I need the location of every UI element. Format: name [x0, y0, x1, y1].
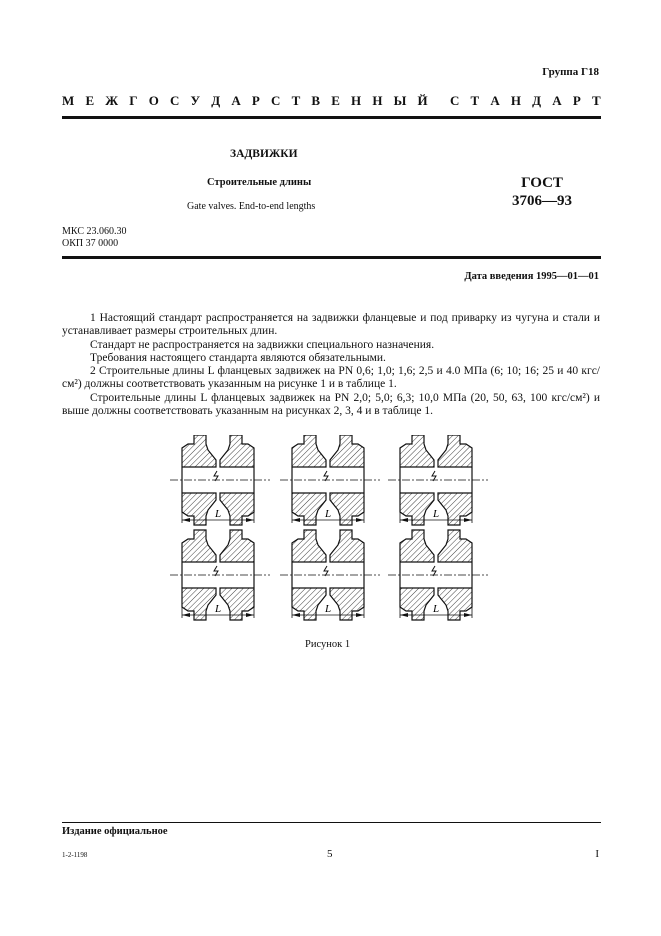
banner-letter: Е [331, 93, 340, 108]
banner-letter: Т [591, 93, 601, 108]
print-code: 1-2-1198 [62, 851, 88, 859]
paragraph: Требования настоящего стандарта являются обязательными. [90, 351, 386, 364]
banner-letter: С [170, 93, 180, 108]
dimension-label: L [325, 603, 332, 615]
banner-letter: С [449, 93, 460, 108]
gost-number [512, 174, 572, 210]
paragraph: 2 Строительные длины L фланцевых задвижек на PN 0,6; 1,0; 1,6; 2,5 и 4.0 МПа (6; 10; 16; 25 и 40 кгс/см²) должны соответствовать указанным на рисунке 1 и в таблице 1. [62, 365, 600, 391]
banner-letter: Г [129, 93, 138, 108]
roman-numeral: I [595, 848, 599, 860]
banner-letter: У [190, 93, 201, 108]
figure-1-drawing [170, 435, 490, 630]
banner-letter: Р [251, 93, 260, 108]
banner-letter: Й [417, 93, 428, 108]
banner-letter: Н [372, 93, 383, 108]
group-label: Группа Г18 [542, 66, 599, 78]
banner-letter: Д [211, 93, 221, 108]
banner-letter: О [148, 93, 159, 108]
banner-letter: Т [291, 93, 301, 108]
flange-valve-sketch [170, 530, 270, 620]
dimension-label: L [215, 603, 222, 615]
banner-letter: С [271, 93, 281, 108]
mks-code: МКС 23.060.30 [62, 226, 127, 237]
figure-caption: Рисунок 1 [305, 639, 351, 650]
interstate-standard-banner [62, 93, 601, 109]
header-rule [62, 116, 601, 119]
paragraph: Строительные длины L фланцевых задвижек на PN 2,0; 5,0; 6,3; 10,0 МПа (20, 50, 63, 100 кгс/см²) и выше должны соответствовать указанным на рисунках 2, 3, 4 и в таблице 1. [62, 391, 600, 418]
flange-valve-sketch [388, 435, 488, 525]
gost-code: 3706—93 [512, 193, 572, 209]
document-subtitle: Строительные длины [207, 177, 312, 188]
dimension-label: L [215, 508, 222, 520]
page-number: 5 [327, 848, 333, 860]
body-text [62, 312, 600, 418]
dimension-label: L [433, 603, 440, 615]
banner-letter: Ы [393, 93, 407, 108]
paragraph: Стандарт не распространяется на задвижки специального назначения. [90, 338, 435, 351]
banner-letter: Ж [105, 93, 119, 108]
banner-letter: А [231, 93, 241, 108]
banner-letter: Е [85, 93, 95, 108]
dimension-label: L [325, 508, 332, 520]
banner-letter: Р [572, 93, 581, 108]
classification-codes [62, 226, 126, 250]
banner-letter: А [552, 93, 562, 108]
banner-letter: Т [470, 93, 480, 108]
banner-letter: Н [510, 93, 522, 108]
gost-label: ГОСТ [521, 175, 563, 191]
title-rule [62, 256, 601, 259]
edition-label: Издание официальное [62, 826, 168, 837]
flange-valve-sketch [170, 435, 270, 525]
flange-valve-sketch [388, 530, 488, 620]
banner-letter: Д [532, 93, 542, 108]
banner-letter: М [62, 93, 75, 108]
flange-valve-sketch [280, 435, 380, 525]
banner-letter: Н [351, 93, 362, 108]
paragraph: 1 Настоящий стандарт распространяется на задвижки фланцевые и под приварку из чугуна и стали и устанавливает размеры строительных длин. [62, 312, 600, 338]
okp-code: ОКП 37 0000 [62, 238, 119, 249]
flange-valve-sketch [280, 530, 380, 620]
footer-rule [62, 822, 601, 823]
document-title: ЗАДВИЖКИ [230, 148, 298, 160]
effective-date: Дата введения 1995—01—01 [464, 271, 599, 282]
english-title: Gate valves. End-to-end lengths [187, 201, 316, 212]
banner-letter: В [311, 93, 321, 108]
banner-letter: А [490, 93, 500, 108]
dimension-label: L [433, 508, 440, 520]
